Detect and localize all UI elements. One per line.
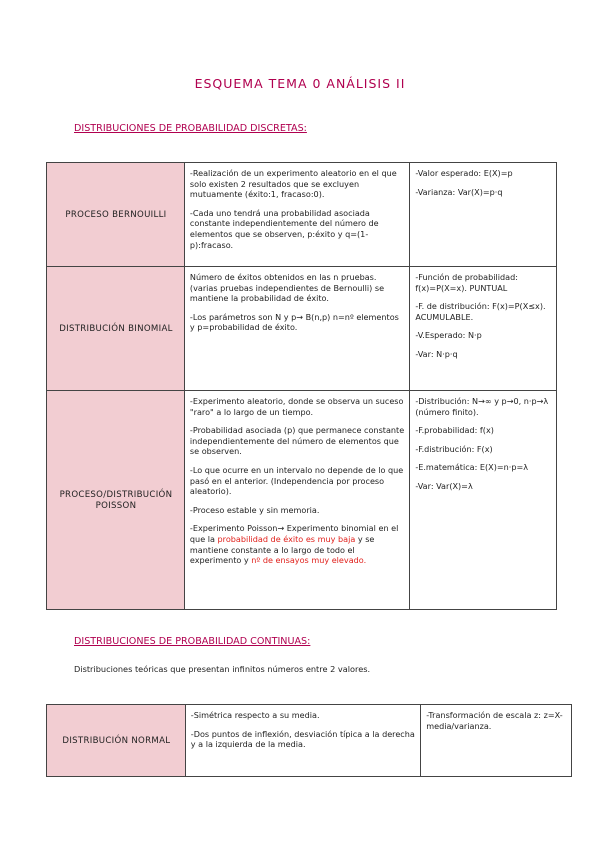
description-paragraph: -Cada uno tendrá una probabilidad asociada constante independientemente del número de elementos que se observen, p:éxito y q=(1-p):fracaso. — [189, 207, 379, 250]
distribution-row-proceso-bernouilli — [47, 163, 557, 267]
distribution-row-distribucion-binomial — [47, 267, 557, 391]
highlighted-text: probabilidad de éxito es muy baja — [217, 533, 356, 544]
page-title: ESQUEMA TEMA 0 ANÁLISIS II — [194, 76, 406, 91]
highlighted-text: nº de ensayos muy elevado. — [251, 555, 367, 566]
property-line: -F.probabilidad: f(x) — [415, 425, 494, 436]
distribution-properties — [410, 267, 557, 391]
distribution-row-distribucion-normal — [47, 705, 572, 777]
property-line: -F.distribución: F(x) — [415, 443, 493, 454]
property-line: -Distribución: N→∞ y p→0, n·p→λ (número finito). — [415, 396, 549, 417]
continuous-distributions-table — [46, 704, 572, 777]
property-line: -V.Esperado: N·p — [415, 330, 482, 341]
distribution-name: PROCESO/DISTRIBUCIÓN POISSON — [47, 391, 185, 610]
distribution-name: PROCESO BERNOUILLI — [47, 163, 185, 267]
property-line: -F. de distribución: F(x)=P(X≤x). ACUMULABLE. — [415, 301, 546, 322]
description-paragraph: Número de éxitos obtenidos en las n pruebas. (varias pruebas independientes de Bernoulli) se mantiene la probabilidad de éxito. — [189, 272, 385, 304]
discrete-section-heading: DISTRIBUCIONES DE PROBABILIDAD DISCRETAS: — [74, 123, 307, 134]
description-paragraph: -Experimento aleatorio, donde se observa un suceso "raro" a lo largo de un tiempo. — [189, 396, 404, 417]
property-line: -Función de probabilidad: f(x)=P(X=x). PUNTUAL — [415, 272, 518, 293]
property-line: -Varianza: Var(X)=p·q — [415, 186, 503, 197]
distribution-description — [185, 705, 420, 777]
description-paragraph: -Realización de un experimento aleatorio en el que solo existen 2 resultados que se excluyen mutuamente (éxito:1, fracaso:0). — [189, 168, 397, 200]
distribution-properties — [421, 705, 572, 777]
property-line: -Var: N·p·q — [415, 348, 458, 359]
description-paragraph: -Simétrica respecto a su media. — [190, 710, 320, 720]
paragraph-text: y se mantiene constante a lo largo de todo el experimento y — [189, 533, 375, 566]
property-line: -Transformación de escala z: z=X-media/varianza. — [426, 710, 563, 731]
property-line: -E.matemática: E(X)=n·p=λ — [415, 462, 529, 473]
description-paragraph: -Probabilidad asociada (p) que permanece constante independientemente del número de elementos que se observen. — [189, 425, 405, 457]
distribution-description — [184, 267, 409, 391]
distribution-name: DISTRIBUCIÓN BINOMIAL — [47, 267, 185, 391]
distribution-properties — [410, 391, 557, 610]
distribution-properties — [410, 163, 557, 267]
description-paragraph: -Proceso estable y sin memoria. — [189, 504, 320, 515]
description-paragraph: -Los parámetros son N y p→ B(n,p) n=nº elementos y p=probabilidad de éxito. — [189, 311, 399, 333]
property-line: -Var: Var(X)=λ — [415, 480, 473, 491]
property-line: -Valor esperado: E(X)=p — [415, 168, 513, 178]
distribution-description — [184, 163, 409, 267]
distribution-name: DISTRIBUCIÓN NORMAL — [47, 705, 186, 777]
discrete-distributions-table — [46, 162, 557, 610]
continuous-section-heading: DISTRIBUCIONES DE PROBABILIDAD CONTINUAS: — [74, 636, 311, 647]
description-paragraph: -Lo que ocurre en un intervalo no depende de lo que pasó en el anterior. (Independencia por proceso aleatorio). — [189, 464, 404, 497]
continuous-intro-text: Distribuciones teóricas que presentan infinitos números entre 2 valores. — [74, 664, 371, 674]
distribution-description — [184, 391, 409, 610]
description-paragraph: -Dos puntos de inflexión, desviación típica a la derecha y a la izquierda de la media. — [190, 728, 415, 750]
description-paragraph — [190, 523, 405, 565]
distribution-row-proceso-distribucion-poisson — [47, 391, 557, 610]
paragraph-text: -Experimento Poisson→ Experimento binomial en el que la — [189, 523, 399, 544]
